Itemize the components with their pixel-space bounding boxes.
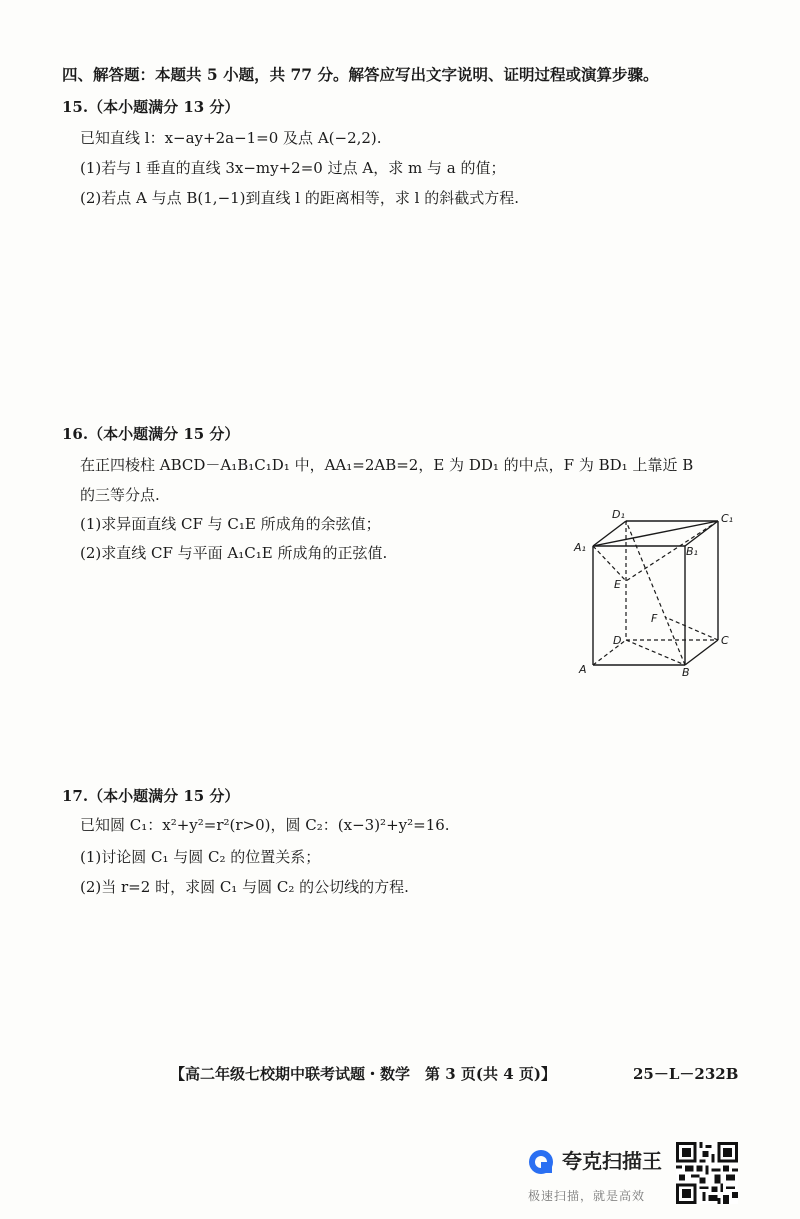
q17-line-3: (2)当 r=2 时，求圆 C₁ 与圆 C₂ 的公切线的方程.: [80, 878, 409, 896]
page-footer-title: 【高二年级七校期中联考试题・数学 第 3 页(共 4 页)】: [170, 1065, 556, 1083]
scanner-app-name: 夸克扫描王: [562, 1149, 662, 1173]
quark-logo-icon: [528, 1149, 554, 1175]
label-E: E: [614, 578, 621, 591]
q15-header: 15.（本小题满分 13 分）: [62, 98, 240, 116]
q17-line-1: 已知圆 C₁：x²+y²=r²(r>0)，圆 C₂：(x−3)²+y²=16.: [80, 816, 450, 834]
q17-line-2: (1)讨论圆 C₁ 与圆 C₂ 的位置关系；: [80, 848, 321, 866]
q16-header: 16.（本小题满分 15 分）: [62, 425, 240, 443]
edge-A1E: [593, 546, 626, 581]
section-header: 四、解答题：本题共 5 小题，共 77 分。解答应写出文字说明、证明过程或演算步骤。: [62, 65, 659, 84]
q15-line-1: 已知直线 l：x−ay+2a−1=0 及点 A(−2,2).: [80, 129, 382, 147]
q17-header: 17.（本小题满分 15 分）: [62, 787, 240, 805]
q16-line-1: 在正四棱柱 ABCD－A₁B₁C₁D₁ 中，AA₁=2AB=2，E 为 DD₁ 的中点，F 为 BD₁ 上靠近 B: [80, 456, 694, 474]
label-C: C: [721, 634, 729, 647]
label-B1: B₁: [686, 545, 698, 558]
q16-line-4: (2)求直线 CF 与平面 A₁C₁E 所成角的正弦值.: [80, 544, 388, 562]
label-B: B: [682, 666, 690, 679]
label-D: D: [613, 634, 622, 647]
q15-line-2: (1)若与 l 垂直的直线 3x−my+2=0 过点 A，求 m 与 a 的值；: [80, 159, 506, 177]
label-A: A: [579, 663, 587, 676]
qr-code-icon: [676, 1142, 738, 1204]
edge-BC: [685, 640, 718, 665]
label-F: F: [651, 612, 658, 625]
q16-line-3: (1)求异面直线 CF 与 C₁E 所成角的余弦值；: [80, 515, 381, 533]
label-A1: A₁: [574, 541, 586, 554]
scanner-slogan: 极速扫描，就是高效: [528, 1189, 646, 1203]
prism-figure: [568, 505, 750, 680]
q16-line-2: 的三等分点.: [80, 486, 160, 504]
label-D1: D₁: [612, 508, 625, 521]
page-footer-code: 25－L－232B: [633, 1065, 739, 1083]
q15-line-3: (2)若点 A 与点 B(1,−1)到直线 l 的距离相等，求 l 的斜截式方程.: [80, 189, 519, 207]
label-C1: C₁: [721, 512, 734, 525]
